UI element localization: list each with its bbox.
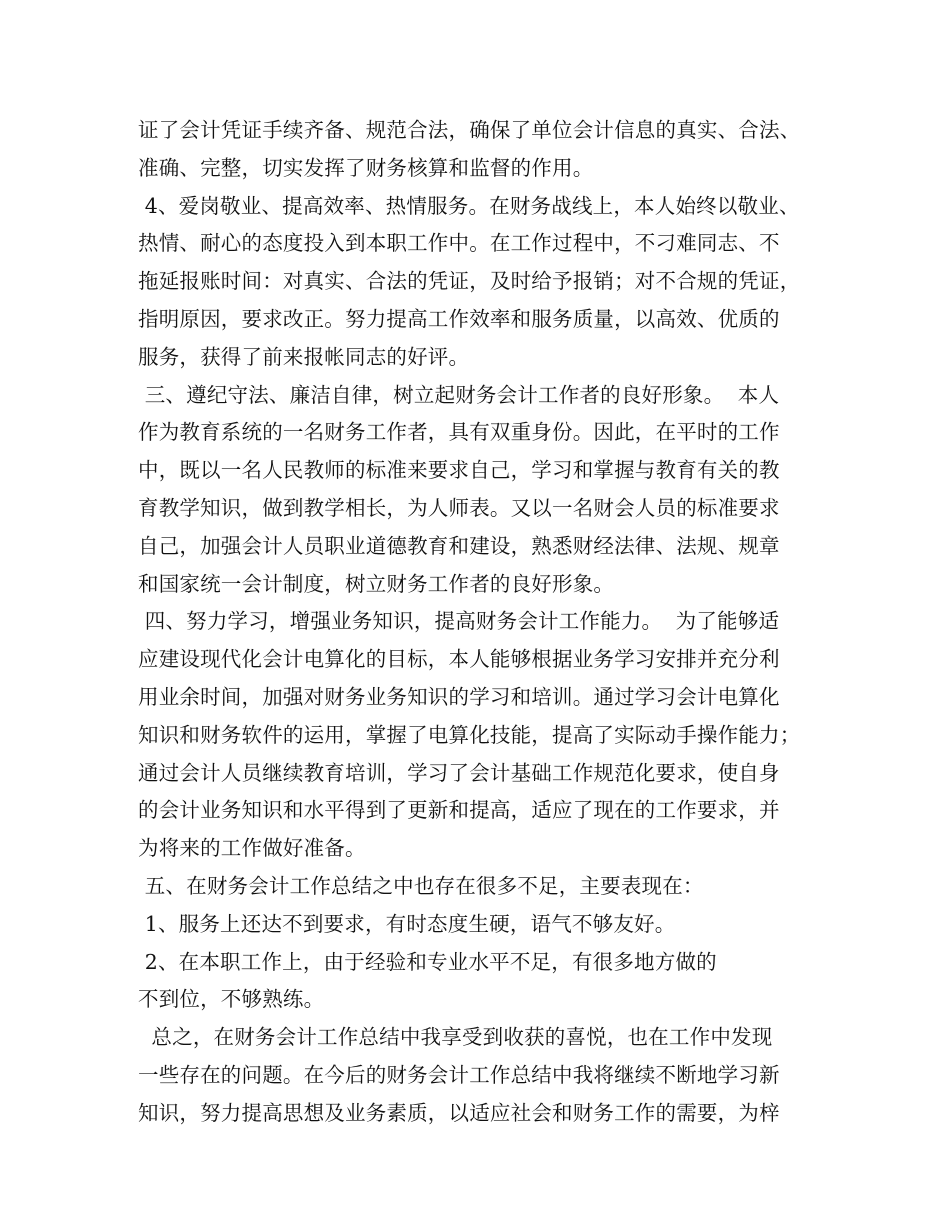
document-body: [138, 112, 838, 1133]
text-line: 一些存在的问题。在今后的财务会计工作总结中我将继续不断地学习新: [138, 1062, 780, 1087]
text-line: 服务，获得了前来报帐同志的好评。: [138, 344, 470, 369]
text-line: 的会计业务知识和水平得到了更新和提高，适应了现在的工作要求，并: [138, 798, 780, 823]
text-line: 中，既以一名人民教师的标准来要求自己，学习和掌握与教育有关的教: [138, 458, 780, 483]
text-line: 育教学知识，做到教学相长，为人师表。又以一名财会人员的标准要求: [138, 495, 780, 520]
text-line: 和国家统一会计制度，树立财务工作者的良好形象。: [138, 571, 615, 596]
text-line: 为将来的工作做好准备。: [138, 836, 366, 861]
text-line: 2、在本职工作上，由于经验和专业水平不足，有很多地方做的: [138, 949, 717, 974]
text-line: 4、爱岗敬业、提高效率、热情服务。在财务战线上，本人始终以敬业、: [138, 193, 800, 218]
text-line: 五、在财务会计工作总结之中也存在很多不足，主要表现在：: [138, 873, 704, 898]
text-line: 三、遵纪守法、廉洁自律，树立起财务会计工作者的良好形象。 本人: [138, 382, 780, 407]
text-line: 指明原因，要求改正。努力提高工作效率和服务质量，以高效、优质的: [138, 306, 780, 331]
text-line: 通过会计人员继续教育培训，学习了会计基础工作规范化要求，使自身: [138, 760, 780, 785]
text-line: 知识和财务软件的运用，掌握了电算化技能，提高了实际动手操作能力；: [138, 722, 801, 747]
text-line: 不到位，不够熟练。: [138, 987, 325, 1012]
text-line: 1、服务上还达不到要求，有时态度生硬，语气不够友好。: [138, 911, 676, 936]
text-line: 作为教育系统的一名财务工作者，具有双重身份。因此，在平时的工作: [138, 420, 780, 445]
text-line: 自己，加强会计人员职业道德教育和建设，熟悉财经法律、法规、规章: [138, 533, 780, 558]
text-line: 拖延报账时间：对真实、合法的凭证，及时给予报销；对不合规的凭证，: [138, 269, 801, 294]
text-line: 知识，努力提高思想及业务素质，以适应社会和财务工作的需要，为梓: [138, 1100, 780, 1125]
text-line: 总之，在财务会计工作总结中我享受到收获的喜悦，也在工作中发现: [138, 1025, 773, 1050]
text-line: 四、努力学习，增强业务知识，提高财务会计工作能力。 为了能够适: [138, 609, 780, 634]
text-line: 应建设现代化会计电算化的目标，本人能够根据业务学习安排并充分利: [138, 647, 780, 672]
text-line: 用业余时间，加强对财务业务知识的学习和培训。通过学习会计电算化: [138, 684, 780, 709]
text-line: 证了会计凭证手续齐备、规范合法，确保了单位会计信息的真实、合法、: [138, 118, 801, 142]
text-line: 准确、完整，切实发挥了财务核算和监督的作用。: [138, 155, 594, 180]
text-line: 热情、耐心的态度投入到本职工作中。在工作过程中，不刁难同志、不: [138, 231, 780, 256]
